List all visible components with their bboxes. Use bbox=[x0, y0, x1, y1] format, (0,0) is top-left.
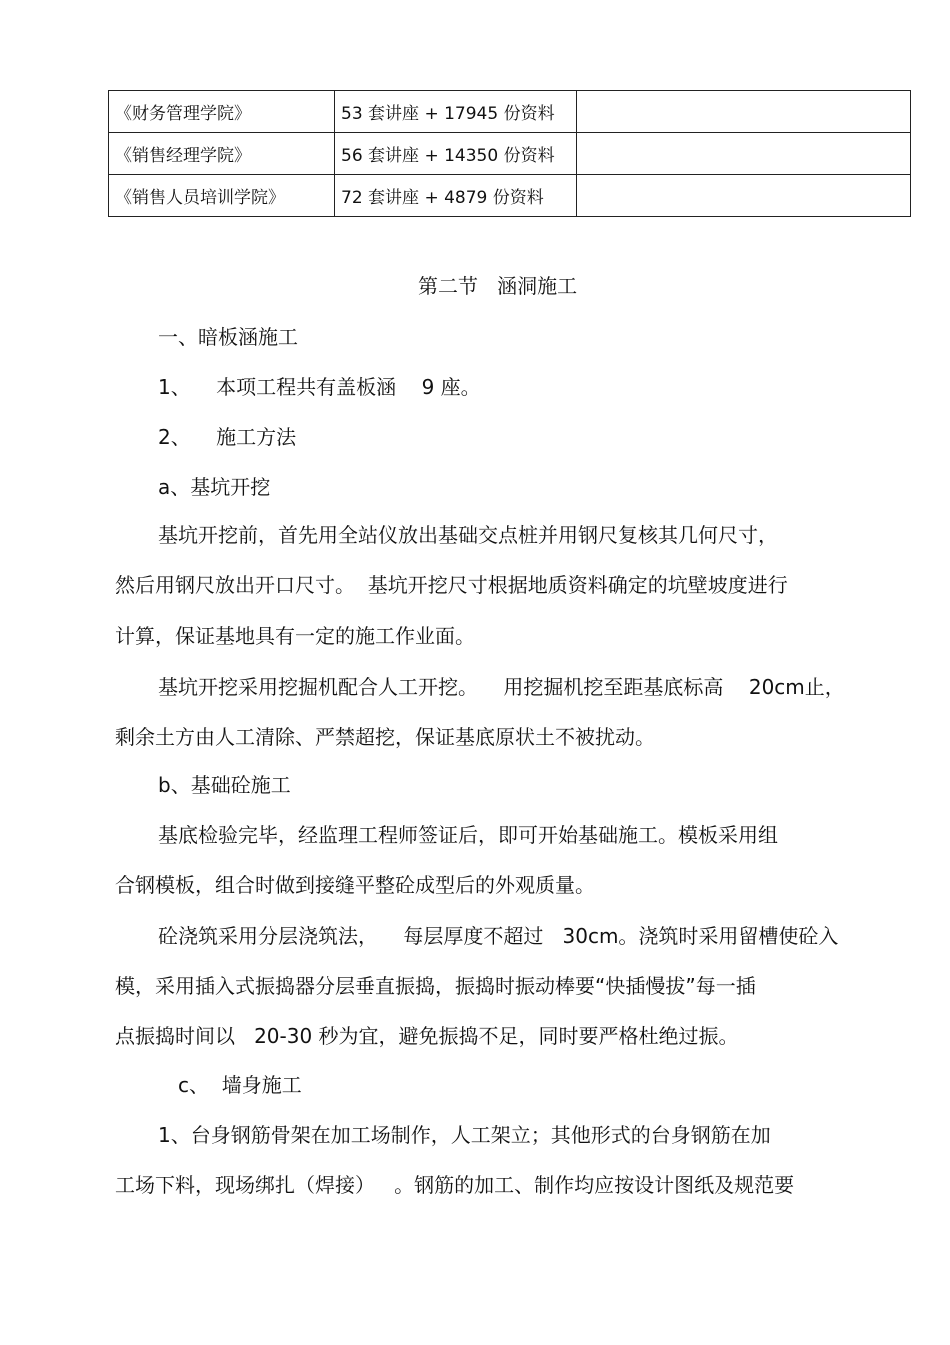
paragraph-line: 砼浇筑采用分层浇筑法， 每层厚度不超过 30cm。浇筑时采用留槽使砼入 bbox=[158, 924, 839, 948]
paragraph-line: 剩余土方由人工清除、严禁超挖，保证基底原状土不被扰动。 bbox=[115, 725, 655, 749]
paragraph-line: 模，采用插入式振捣器分层垂直振捣，振捣时振动棒要“快插慢拔”每一插 bbox=[115, 974, 756, 998]
table-cell: 53 套讲座 + 17945 份资料 bbox=[335, 91, 577, 133]
paragraph-line: 计算，保证基地具有一定的施工作业面。 bbox=[115, 624, 475, 648]
table-cell bbox=[577, 133, 911, 175]
paragraph-line: 点振捣时间以 20-30 秒为宜，避免振捣不足，同时要严格杜绝过振。 bbox=[115, 1024, 739, 1048]
paragraph-line: 然后用钢尺放出开口尺寸。 基坑开挖尺寸根据地质资料确定的坑壁坡度进行 bbox=[115, 573, 788, 597]
paragraph-line: 基坑开挖采用挖掘机配合人工开挖。 用挖掘机挖至距基底标高 20cm止， bbox=[158, 675, 845, 699]
paragraph-line: 1、台身钢筋骨架在加工场制作，人工架立；其他形式的台身钢筋在加 bbox=[158, 1123, 771, 1147]
subheading-b: b、基础砼施工 bbox=[158, 773, 291, 797]
paragraph-line: 基坑开挖前，首先用全站仪放出基础交点桩并用钢尺复核其几何尺寸， bbox=[158, 523, 778, 547]
subheading-c: c、 墙身施工 bbox=[178, 1073, 302, 1097]
table-row bbox=[109, 175, 911, 217]
table-cell: 《财务管理学院》 bbox=[109, 91, 335, 133]
table-cell: 56 套讲座 + 14350 份资料 bbox=[335, 133, 577, 175]
paragraph-line: 工场下料，现场绑扎（焊接） 。钢筋的加工、制作均应按设计图纸及规范要 bbox=[115, 1173, 795, 1197]
table-cell: 《销售人员培训学院》 bbox=[109, 175, 335, 217]
table-row bbox=[109, 91, 911, 133]
table-cell bbox=[577, 175, 911, 217]
table-cell: 《销售经理学院》 bbox=[109, 133, 335, 175]
resource-table bbox=[108, 90, 911, 217]
table-row bbox=[109, 133, 911, 175]
subheading-a: a、基坑开挖 bbox=[158, 475, 271, 499]
paragraph-line: 合钢模板，组合时做到接缝平整砼成型后的外观质量。 bbox=[115, 873, 595, 897]
paragraph-line: 基底检验完毕，经监理工程师签证后，即可开始基础施工。模板采用组 bbox=[158, 823, 778, 847]
numbered-item-2: 2、 施工方法 bbox=[158, 425, 297, 449]
table-cell: 72 套讲座 + 4879 份资料 bbox=[335, 175, 577, 217]
heading-culvert: 一、暗板涵施工 bbox=[158, 325, 298, 349]
table-cell bbox=[577, 91, 911, 133]
numbered-item-1: 1、 本项工程共有盖板涵 9 座。 bbox=[158, 375, 481, 399]
section-title: 第二节 涵洞施工 bbox=[418, 274, 578, 298]
